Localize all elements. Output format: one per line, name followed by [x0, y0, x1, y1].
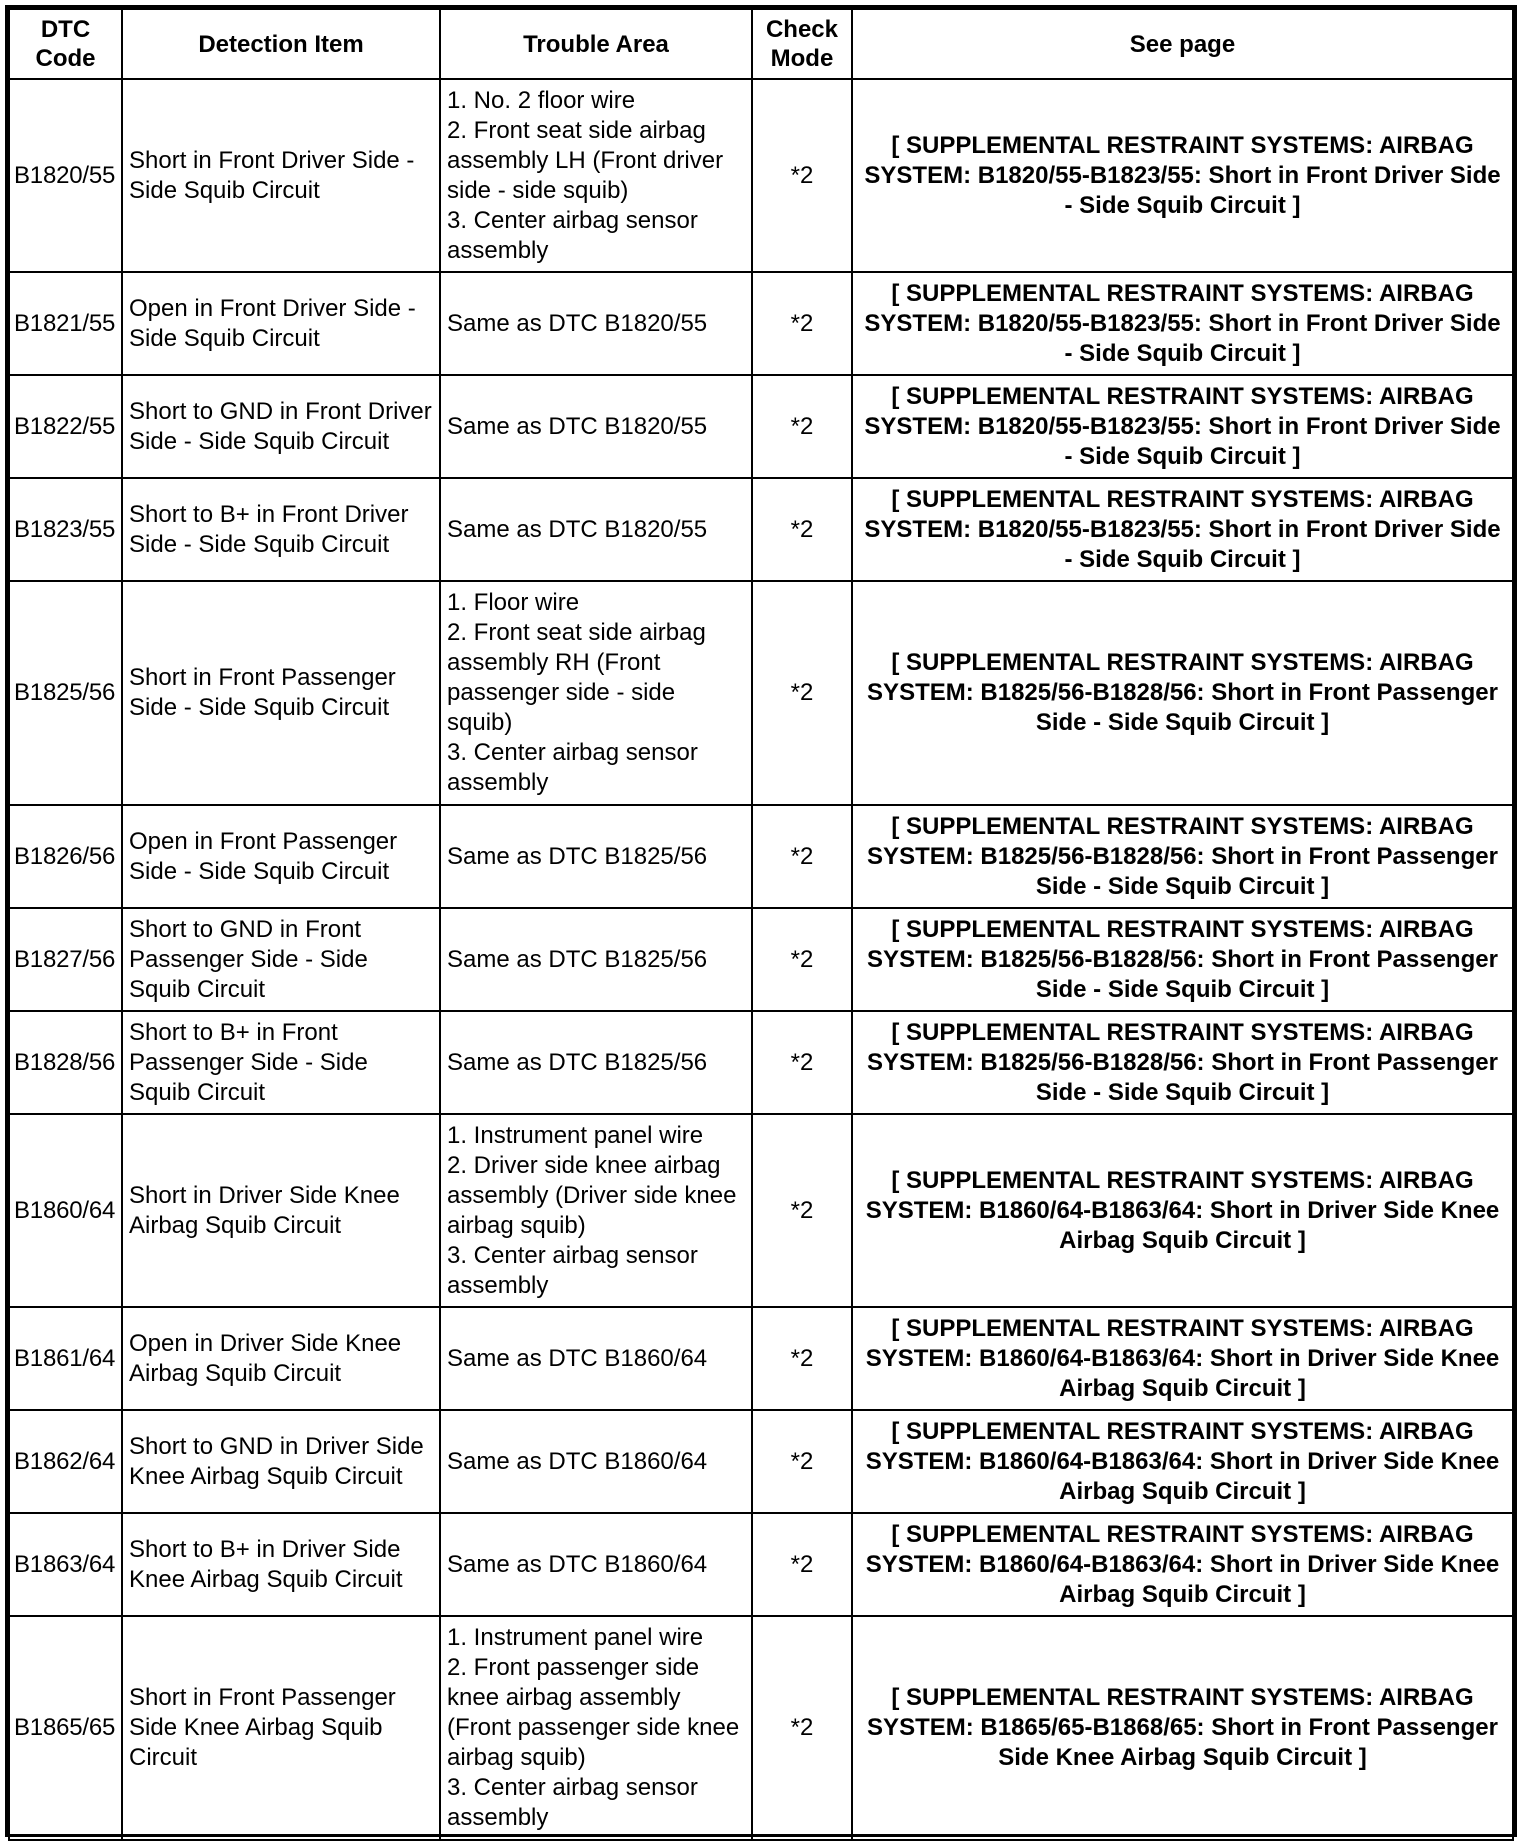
table-row	[9, 1410, 1513, 1513]
check-mode: *2	[752, 1616, 852, 1840]
see-page-link[interactable]: [ SUPPLEMENTAL RESTRAINT SYSTEMS: AIRBAG SYSTEM: B1825/56-B1828/56: Short in Front Passenger Side - Side Squib Circuit ]	[852, 805, 1513, 908]
check-mode: *2	[752, 79, 852, 272]
check-mode: *2	[752, 908, 852, 1011]
trouble-area: Same as DTC B1825/56	[440, 908, 752, 1011]
header-see-page: See page	[852, 9, 1513, 79]
trouble-area: Same as DTC B1860/64	[440, 1513, 752, 1616]
check-mode: *2	[752, 1114, 852, 1307]
trouble-area: Same as DTC B1820/55	[440, 375, 752, 478]
detection-item: Short to GND in Driver Side Knee Airbag Squib Circuit	[122, 1410, 440, 1513]
trouble-area: Same as DTC B1860/64	[440, 1307, 752, 1410]
dtc-code: B1860/64	[9, 1114, 122, 1307]
check-mode: *2	[752, 1410, 852, 1513]
see-page-link[interactable]: [ SUPPLEMENTAL RESTRAINT SYSTEMS: AIRBAG SYSTEM: B1865/65-B1868/65: Short in Front Passenger Side Knee Airbag Squib Circuit ]	[852, 1616, 1513, 1840]
see-page-link[interactable]: [ SUPPLEMENTAL RESTRAINT SYSTEMS: AIRBAG SYSTEM: B1825/56-B1828/56: Short in Front Passenger Side - Side Squib Circuit ]	[852, 581, 1513, 805]
trouble-area: Same as DTC B1825/56	[440, 1011, 752, 1114]
trouble-area: Same as DTC B1860/64	[440, 1410, 752, 1513]
detection-item: Short in Front Passenger Side Knee Airbag Squib Circuit	[122, 1616, 440, 1840]
table-row	[9, 1513, 1513, 1616]
trouble-area: 1. Instrument panel wire 2. Front passenger side knee airbag assembly (Front passenger side knee airbag squib) 3. Center airbag sensor assembly	[440, 1616, 752, 1840]
dtc-table	[8, 8, 1514, 1841]
see-page-link[interactable]: [ SUPPLEMENTAL RESTRAINT SYSTEMS: AIRBAG SYSTEM: B1825/56-B1828/56: Short in Front Passenger Side - Side Squib Circuit ]	[852, 908, 1513, 1011]
dtc-code: B1821/55	[9, 272, 122, 375]
check-mode: *2	[752, 805, 852, 908]
detection-item: Short in Front Driver Side - Side Squib Circuit	[122, 79, 440, 272]
table-row	[9, 1114, 1513, 1307]
detection-item: Short to GND in Front Driver Side - Side Squib Circuit	[122, 375, 440, 478]
check-mode: *2	[752, 375, 852, 478]
table-row	[9, 908, 1513, 1011]
detection-item: Open in Front Passenger Side - Side Squib Circuit	[122, 805, 440, 908]
detection-item: Open in Driver Side Knee Airbag Squib Circuit	[122, 1307, 440, 1410]
table-row	[9, 1616, 1513, 1840]
dtc-code: B1820/55	[9, 79, 122, 272]
dtc-code: B1865/65	[9, 1616, 122, 1840]
dtc-code: B1828/56	[9, 1011, 122, 1114]
check-mode: *2	[752, 1513, 852, 1616]
header-check-mode: Check Mode	[752, 9, 852, 79]
see-page-link[interactable]: [ SUPPLEMENTAL RESTRAINT SYSTEMS: AIRBAG SYSTEM: B1820/55-B1823/55: Short in Front Driver Side - Side Squib Circuit ]	[852, 478, 1513, 581]
table-row	[9, 1307, 1513, 1410]
check-mode: *2	[752, 1307, 852, 1410]
dtc-code: B1861/64	[9, 1307, 122, 1410]
detection-item: Short in Driver Side Knee Airbag Squib Circuit	[122, 1114, 440, 1307]
table-row	[9, 805, 1513, 908]
dtc-code: B1863/64	[9, 1513, 122, 1616]
see-page-link[interactable]: [ SUPPLEMENTAL RESTRAINT SYSTEMS: AIRBAG SYSTEM: B1820/55-B1823/55: Short in Front Driver Side - Side Squib Circuit ]	[852, 272, 1513, 375]
header-detection-item: Detection Item	[122, 9, 440, 79]
detection-item: Open in Front Driver Side - Side Squib Circuit	[122, 272, 440, 375]
table-row	[9, 79, 1513, 272]
detection-item: Short to B+ in Front Driver Side - Side Squib Circuit	[122, 478, 440, 581]
header-row	[9, 9, 1513, 79]
trouble-area: 1. Floor wire 2. Front seat side airbag assembly RH (Front passenger side - side squib) 3. Center airbag sensor assembly	[440, 581, 752, 805]
table-row	[9, 581, 1513, 805]
check-mode: *2	[752, 272, 852, 375]
dtc-code: B1825/56	[9, 581, 122, 805]
header-trouble-area: Trouble Area	[440, 9, 752, 79]
detection-item: Short in Front Passenger Side - Side Squib Circuit	[122, 581, 440, 805]
trouble-area: Same as DTC B1820/55	[440, 272, 752, 375]
see-page-link[interactable]: [ SUPPLEMENTAL RESTRAINT SYSTEMS: AIRBAG SYSTEM: B1860/64-B1863/64: Short in Driver Side Knee Airbag Squib Circuit ]	[852, 1307, 1513, 1410]
detection-item: Short to GND in Front Passenger Side - Side Squib Circuit	[122, 908, 440, 1011]
detection-item: Short to B+ in Front Passenger Side - Side Squib Circuit	[122, 1011, 440, 1114]
see-page-link[interactable]: [ SUPPLEMENTAL RESTRAINT SYSTEMS: AIRBAG SYSTEM: B1825/56-B1828/56: Short in Front Passenger Side - Side Squib Circuit ]	[852, 1011, 1513, 1114]
dtc-code: B1862/64	[9, 1410, 122, 1513]
trouble-area: 1. Instrument panel wire 2. Driver side knee airbag assembly (Driver side knee airbag squib) 3. Center airbag sensor assembly	[440, 1114, 752, 1307]
check-mode: *2	[752, 478, 852, 581]
table-row	[9, 478, 1513, 581]
see-page-link[interactable]: [ SUPPLEMENTAL RESTRAINT SYSTEMS: AIRBAG SYSTEM: B1820/55-B1823/55: Short in Front Driver Side - Side Squib Circuit ]	[852, 79, 1513, 272]
trouble-area: 1. No. 2 floor wire 2. Front seat side airbag assembly LH (Front driver side - side squib) 3. Center airbag sensor assembly	[440, 79, 752, 272]
dtc-code: B1827/56	[9, 908, 122, 1011]
see-page-link[interactable]: [ SUPPLEMENTAL RESTRAINT SYSTEMS: AIRBAG SYSTEM: B1860/64-B1863/64: Short in Driver Side Knee Airbag Squib Circuit ]	[852, 1513, 1513, 1616]
table-row	[9, 272, 1513, 375]
check-mode: *2	[752, 1011, 852, 1114]
see-page-link[interactable]: [ SUPPLEMENTAL RESTRAINT SYSTEMS: AIRBAG SYSTEM: B1860/64-B1863/64: Short in Driver Side Knee Airbag Squib Circuit ]	[852, 1410, 1513, 1513]
dtc-code: B1826/56	[9, 805, 122, 908]
dtc-code: B1822/55	[9, 375, 122, 478]
table-row	[9, 1011, 1513, 1114]
see-page-link[interactable]: [ SUPPLEMENTAL RESTRAINT SYSTEMS: AIRBAG SYSTEM: B1820/55-B1823/55: Short in Front Driver Side - Side Squib Circuit ]	[852, 375, 1513, 478]
header-dtc-code: DTC Code	[9, 9, 122, 79]
table-row	[9, 375, 1513, 478]
see-page-link[interactable]: [ SUPPLEMENTAL RESTRAINT SYSTEMS: AIRBAG SYSTEM: B1860/64-B1863/64: Short in Driver Side Knee Airbag Squib Circuit ]	[852, 1114, 1513, 1307]
detection-item: Short to B+ in Driver Side Knee Airbag Squib Circuit	[122, 1513, 440, 1616]
trouble-area: Same as DTC B1825/56	[440, 805, 752, 908]
check-mode: *2	[752, 581, 852, 805]
dtc-code: B1823/55	[9, 478, 122, 581]
trouble-area: Same as DTC B1820/55	[440, 478, 752, 581]
